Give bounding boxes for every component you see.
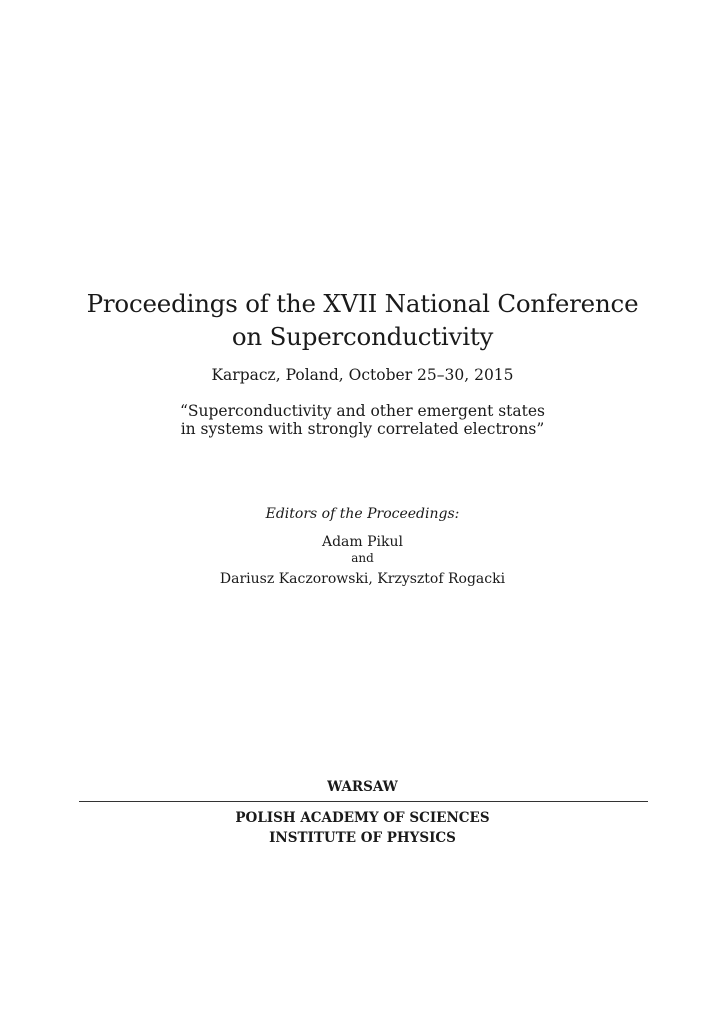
editors-caption: Editors of the Proceedings: <box>265 506 460 522</box>
theme-line-2: in systems with strongly correlated electrons” <box>180 420 545 438</box>
conference-location-date: Karpacz, Poland, October 25–30, 2015 <box>211 366 514 384</box>
title-line-2: on Superconductivity <box>231 322 494 351</box>
editor-conjunction: and <box>351 551 374 565</box>
publisher-city: WARSAW <box>327 779 398 795</box>
editor-secondary: Dariusz Kaczorowski, Krzysztof Rogacki <box>219 571 506 587</box>
editor-primary: Adam Pikul <box>321 534 404 550</box>
document-title <box>0 287 725 353</box>
publisher-name <box>0 808 725 848</box>
imprint-divider <box>79 801 648 802</box>
publisher-line-2: INSTITUTE OF PHYSICS <box>269 830 456 846</box>
title-line-1: Proceedings of the XVII National Conference <box>86 289 639 318</box>
publisher-line-1: POLISH ACADEMY OF SCIENCES <box>235 810 490 826</box>
theme-line-1: “Superconductivity and other emergent states <box>179 402 545 420</box>
conference-theme <box>0 402 725 438</box>
